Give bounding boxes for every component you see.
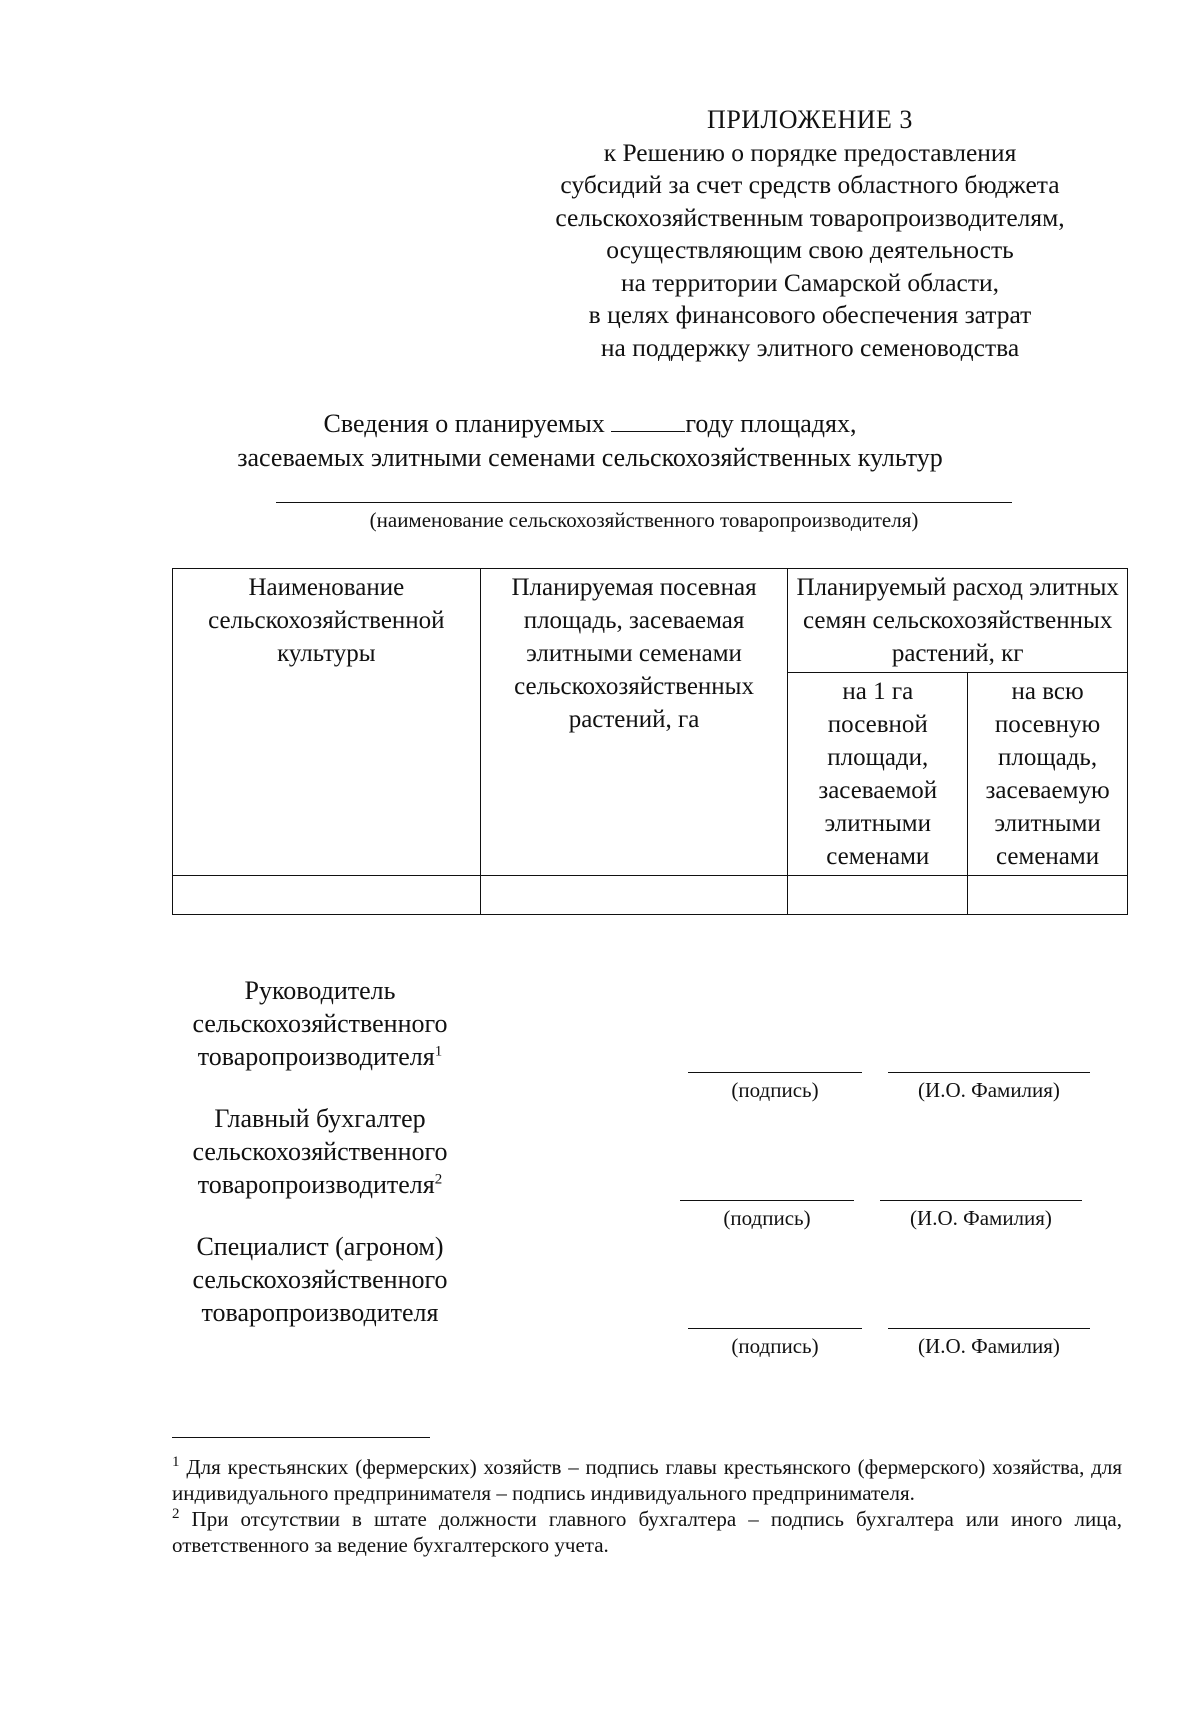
heading-line-1 <box>160 407 1020 441</box>
signatory-chief-accountant <box>160 1102 480 1201</box>
signatory-head <box>160 974 480 1073</box>
signatory-line: Специалист (агроном) <box>196 1232 444 1261</box>
name-caption: (И.О. Фамилия) <box>918 1334 1060 1358</box>
signatory-line <box>160 1040 480 1073</box>
signature-caption: (подпись) <box>731 1078 819 1102</box>
signatory-line: сельскохозяйственного <box>192 1265 448 1294</box>
annex-line: к Решению о порядке предоставления <box>603 137 1017 167</box>
header-planned-area: Планируемая посевная площадь, засеваемая элитными семенами сельскохозяйственных растений, га <box>480 569 788 876</box>
footnote-text: При отсутствии в штате должности главного бухгалтера – подпись бухгалтера или иного лица, ответственного за ведение бухгалтерского учета. <box>172 1507 1122 1557</box>
heading-text-after: году площадях, <box>685 409 857 438</box>
subheader-per-hectare: на 1 га посевной площади, засеваемой элитными семенами <box>788 673 968 876</box>
footnote-mark: 2 <box>172 1506 180 1522</box>
producer-name-field[interactable] <box>276 502 1012 503</box>
signatory-line: Руководитель <box>244 976 396 1005</box>
footnotes <box>172 1454 1122 1558</box>
table-cell-per-hectare[interactable] <box>788 876 968 915</box>
table-cell-total[interactable] <box>968 876 1128 915</box>
name-caption: (И.О. Фамилия) <box>910 1206 1052 1230</box>
signatory-line: сельскохозяйственного <box>192 1009 448 1038</box>
annex-line: осуществляющим свою деятельность <box>606 235 1014 264</box>
annex-line: сельскохозяйственным товаропроизводителям, <box>555 202 1065 232</box>
footnote-ref: 2 <box>434 1171 443 1188</box>
annex-line: субсидий за счет средств областного бюджета <box>560 170 1060 199</box>
crops-table <box>172 568 1128 915</box>
footnote-mark: 1 <box>172 1454 180 1470</box>
header-crop-name: Наименование сельскохозяйственной культуры <box>173 569 481 876</box>
signatory-line: Главный бухгалтер <box>214 1104 426 1133</box>
signatory-line <box>160 1168 480 1201</box>
document-heading <box>160 407 1020 475</box>
footnote-2 <box>172 1506 1122 1558</box>
signatory-line: товаропроизводителя <box>201 1298 439 1327</box>
signatory-text: товаропроизводителя <box>197 1042 435 1071</box>
footnote-1 <box>172 1454 1122 1506</box>
signatory-text: товаропроизводителя <box>197 1170 435 1199</box>
footnote-text: Для крестьянских (фермерских) хозяйств – подпись главы крестьянского (фермерского) хозяйства, для индивидуального предпринимателя – подпись индивидуального предпринимателя. <box>172 1455 1122 1505</box>
signature-caption: (подпись) <box>723 1206 811 1230</box>
annex-header <box>500 104 1120 364</box>
heading-text-before: Сведения о планируемых <box>323 409 612 438</box>
annex-line: в целях финансового обеспечения затрат <box>588 300 1032 329</box>
table-header-row <box>173 569 1128 673</box>
header-seed-consumption: Планируемый расход элитных семян сельскохозяйственных растений, кг <box>788 569 1128 673</box>
subheader-total-area: на всю посевную площадь, засеваемую элитными семенами <box>968 673 1128 876</box>
footnote-ref: 1 <box>434 1043 443 1060</box>
signatory-line: сельскохозяйственного <box>192 1137 448 1166</box>
annex-title: ПРИЛОЖЕНИЕ 3 <box>707 105 913 134</box>
name-field[interactable] <box>888 1328 1090 1329</box>
year-blank-field[interactable] <box>611 409 685 432</box>
annex-line: на поддержку элитного семеноводства <box>600 332 1020 362</box>
name-field[interactable] <box>888 1072 1090 1073</box>
signature-field[interactable] <box>680 1200 854 1201</box>
signature-caption: (подпись) <box>731 1334 819 1358</box>
heading-line-2: засеваемых элитными семенами сельскохозяйственных культур <box>237 443 943 472</box>
signature-field[interactable] <box>688 1328 862 1329</box>
table-cell-area[interactable] <box>480 876 788 915</box>
signature-field[interactable] <box>688 1072 862 1073</box>
table-cell-crop[interactable] <box>173 876 481 915</box>
name-caption: (И.О. Фамилия) <box>918 1078 1060 1102</box>
producer-caption: (наименование сельскохозяйственного товаропроизводителя) <box>369 508 919 532</box>
name-field[interactable] <box>880 1200 1082 1201</box>
table-row <box>173 876 1128 915</box>
signatory-agronomist <box>160 1230 480 1329</box>
footnote-separator <box>172 1437 430 1438</box>
annex-line: на территории Самарской области, <box>620 267 1000 297</box>
